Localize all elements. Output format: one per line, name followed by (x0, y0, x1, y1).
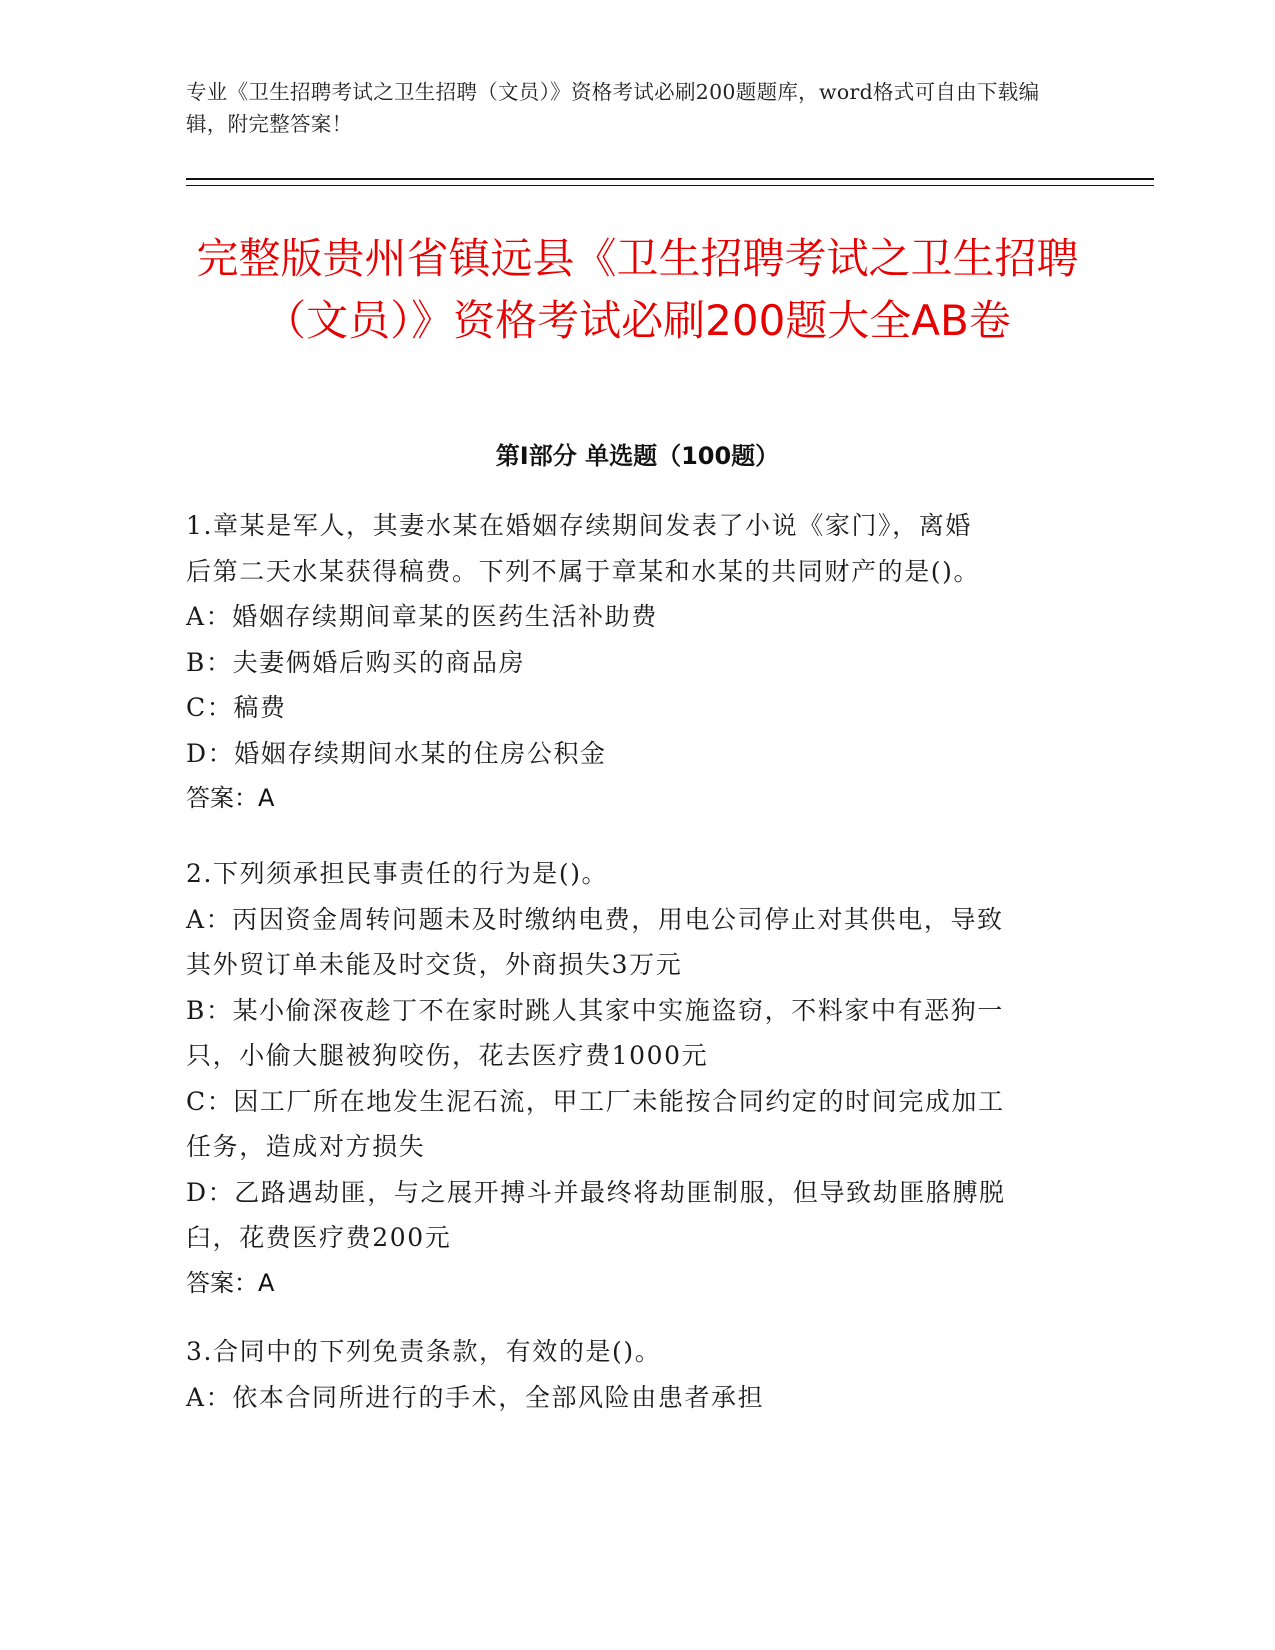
header-divider-thin (186, 185, 1154, 186)
option-b-continued: 只，小偷大腿被狗咬伤，花去医疗费1000元 (186, 1041, 709, 1070)
option-d-continued: 臼，花费医疗费200元 (186, 1223, 452, 1252)
header-divider-thick (186, 178, 1154, 180)
section-heading: 第Ⅰ部分 单选题（100题） (495, 442, 780, 470)
option-c: C：因工厂所在地发生泥石流，甲工厂未能按合同约定的时间完成加工 (186, 1086, 1005, 1116)
question-stem-line: 后第二天水某获得稿费。下列不属于章某和水某的共同财产的是()。 (186, 556, 981, 586)
option-d: D：婚姻存续期间水某的住房公积金 (186, 738, 607, 768)
answer-line: 答案：A (186, 1268, 275, 1297)
answer-line: 答案：A (186, 784, 275, 812)
option-c-continued: 任务，造成对方损失 (186, 1132, 426, 1161)
header-note: 专业《卫生招聘考试之卫生招聘（文员）》资格考试必刷200题题库，word格式可自由下载编辑，附完整答案！ (186, 80, 1040, 136)
question-stem-line: 2.下列须承担民事责任的行为是()。 (186, 859, 609, 888)
question-3 (186, 1329, 1086, 1420)
option-a: A：依本合同所进行的手术，全部风险由患者承担 (186, 1382, 765, 1412)
question-stem-line: 3.合同中的下列免责条款，有效的是()。 (186, 1337, 662, 1366)
document-title: 完整版贵州省镇远县《卫生招聘考试之卫生招聘（文员）》资格考试必刷200题大全AB卷 (196, 234, 1079, 345)
option-a-continued: 其外贸订单未能及时交货，外商损失3万元 (186, 950, 683, 979)
option-d: D：乙路遇劫匪，与之展开搏斗并最终将劫匪制服，但导致劫匪胳膊脱 (186, 1177, 1006, 1207)
option-b: B：夫妻俩婚后购买的商品房 (186, 647, 526, 677)
question-stem-line: 1.章某是军人，其妻水某在婚姻存续期间发表了小说《家门》，离婚 (186, 511, 972, 540)
question-2 (186, 851, 1086, 1306)
option-a: A：丙因资金周转问题未及时缴纳电费，用电公司停止对其供电，导致 (186, 904, 1004, 934)
option-c: C：稿费 (186, 693, 287, 722)
question-1 (186, 503, 1086, 822)
option-a: A：婚姻存续期间章某的医药生活补助费 (186, 602, 658, 631)
option-b: B：某小偷深夜趁丁不在家时跳人其家中实施盗窃，不料家中有恶狗一 (186, 995, 1004, 1025)
